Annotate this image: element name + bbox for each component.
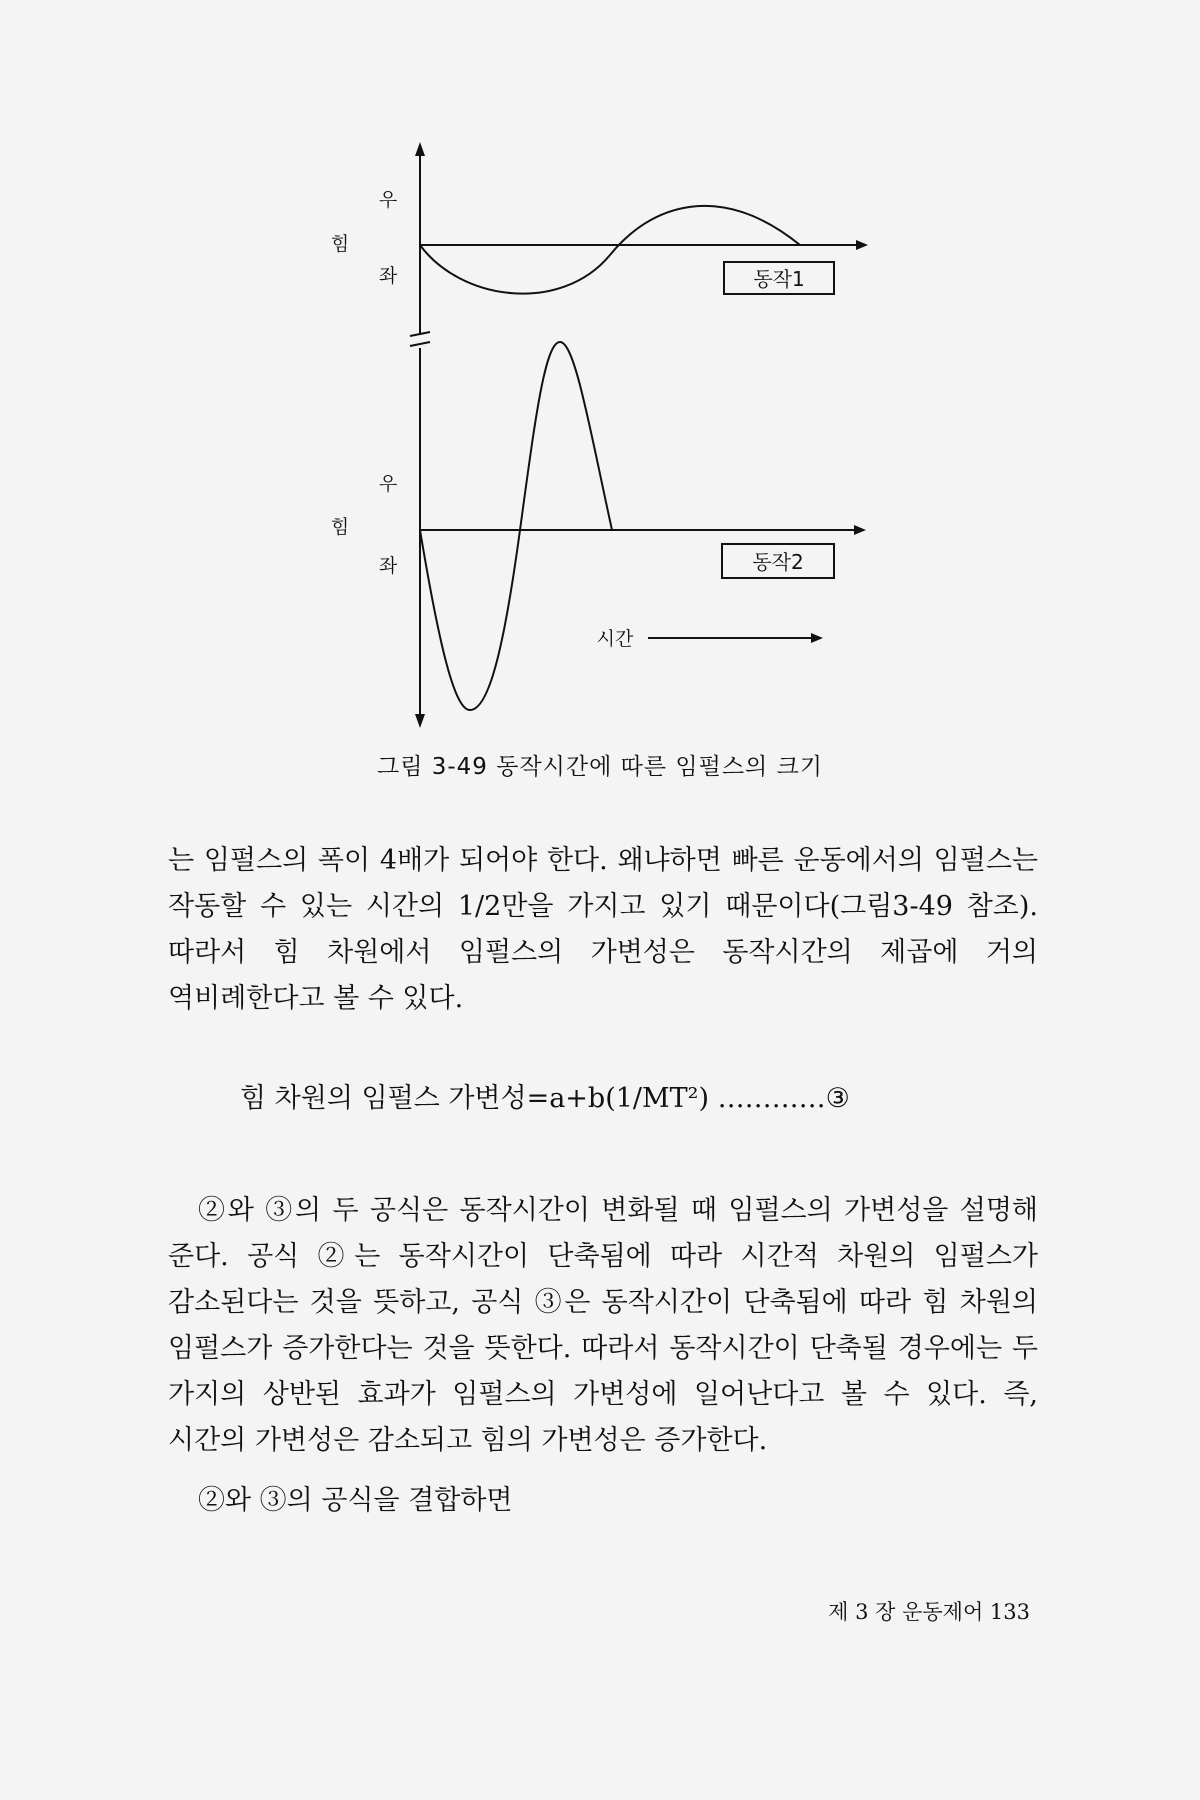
- paragraph-1: 는 임펄스의 폭이 4배가 되어야 한다. 왜냐하면 빠른 운동에서의 임펄스는 작동할 수 있는 시간의 1/2만을 가지고 있기 때문이다(그림3-49 참조). 따라서 힘 차원에서 임펄스의 가변성은 동작시간의 제곱에 거의 역비례한다고 볼 수 있다.: [168, 845, 1038, 1014]
- axis-arrow-head: [415, 714, 425, 728]
- page-footer: 제 3 장 운동제어 133: [828, 1600, 1030, 1624]
- axis-break-mark: [410, 342, 430, 346]
- baseline-arrow-head: [854, 525, 866, 535]
- curve-motion1: [420, 206, 800, 294]
- box-label-motion1: 동작1: [753, 267, 805, 291]
- curve-motion2: [420, 342, 612, 710]
- box-label-motion2: 동작2: [752, 550, 804, 574]
- paragraph-3: ②와 ③의 공식을 결합하면: [198, 1485, 513, 1516]
- time-label: 시간: [596, 628, 634, 650]
- label-force-1: 힘: [330, 233, 350, 255]
- baseline-arrow-head: [856, 240, 868, 250]
- label-left-1: 좌: [378, 265, 398, 287]
- time-arrow-head: [811, 633, 823, 643]
- paragraph-2: ②와 ③의 두 공식은 동작시간이 변화될 때 임펄스의 가변성을 설명해 준다. 공식 ②는 동작시간이 단축됨에 따라 시간적 차원의 임펄스가 감소된다는 것을 뜻하고, 공식 ③은 동작시간이 단축됨에 따라 힘 차원의 임펄스가 증가한다는 것을 뜻한다. 따라서 동작시간이 단축될 경우에는 두 가지의 상반된 효과가 임펄스의 가변성에 일어난다고 볼 수 있다. 즉, 시간의 가변성은 감소되고 힘의 가변성은 증가한다.: [168, 1195, 1038, 1456]
- axis-arrow-head: [415, 142, 425, 156]
- label-right-2: 우: [378, 473, 398, 495]
- label-right-1: 우: [378, 189, 398, 211]
- impulse-figure: [0, 0, 1200, 740]
- label-force-2: 힘: [330, 516, 350, 538]
- formula-3: 힘 차원의 임펄스 가변성=a+b(1/MT²) …………③: [240, 1083, 850, 1114]
- figure-caption: 그림 3-49 동작시간에 따른 임펄스의 크기: [376, 754, 824, 780]
- label-left-2: 좌: [378, 555, 398, 577]
